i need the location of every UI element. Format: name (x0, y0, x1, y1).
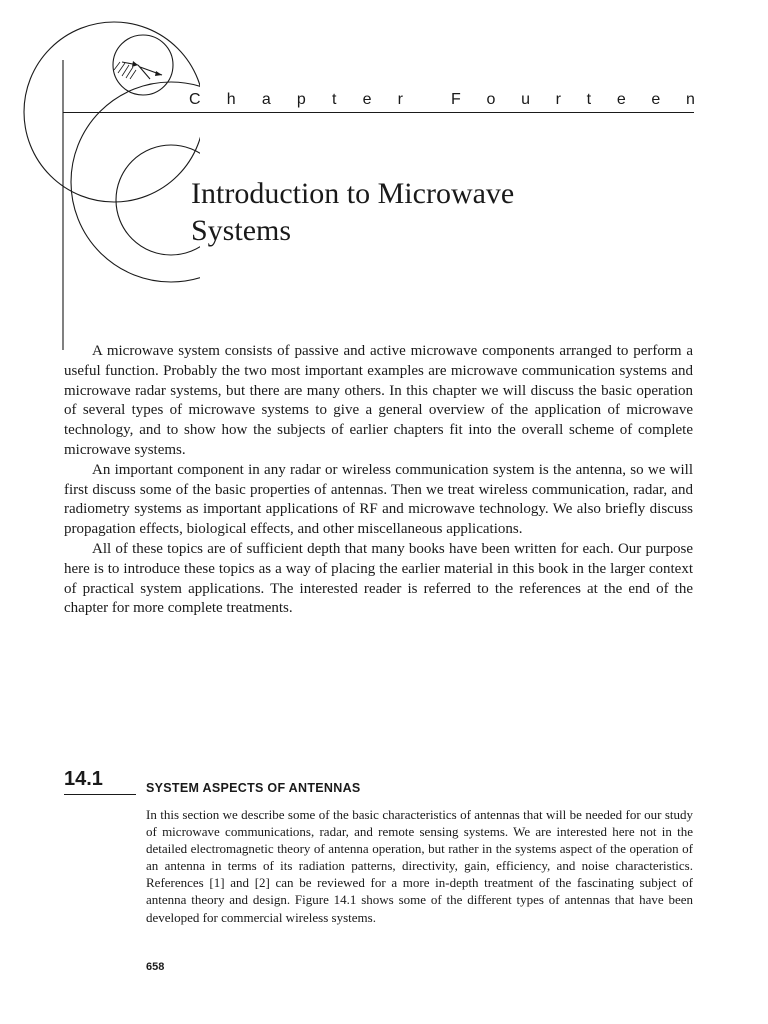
section-number: 14.1 (64, 767, 136, 795)
intro-text (64, 342, 693, 619)
section-title: SYSTEM ASPECTS OF ANTENNAS (146, 781, 361, 795)
section-body (146, 806, 693, 926)
lower-arc-circle (116, 145, 200, 255)
intro-paragraph-3: All of these topics are of sufficient depth that many books have been written for each. Our purpose here is to introduce these topics as a way of placing the earlier material in this book in the larger context of practical system applications. The interested reader is referred to the references at the end of the chapter for more complete treatments. (64, 540, 693, 617)
chapter-title-line-1: Introduction to Microwave (191, 177, 515, 210)
chapter-label-word-1: C h a p t e r (189, 91, 403, 108)
page-number: 658 (146, 961, 165, 973)
section-paragraph: In this section we describe some of the basic characteristics of antennas that will be needed for our study of microwave communications, radar, and remote sensing systems. We are interested here not in the detailed electromagnetic theory of antenna operation, but rather in the systems aspect of the operation of an antenna in terms of its radiation patterns, directivity, gain, efficiency, and noise characteristics. References [1] and [2] can be reviewed for a more in-depth treatment of the fascinating subject of antenna theory and design. Figure 14.1 shows some of the different types of antennas that have been developed for commercial wireless systems. (146, 807, 693, 925)
chapter-label-word-2: F o u r t e e n (451, 91, 695, 108)
chapter-title-line-2: Systems (191, 214, 292, 247)
chapter-rule (63, 112, 694, 113)
chapter-label (189, 91, 695, 109)
intro-paragraph-1: A microwave system consists of passive and active microwave components arranged to perform a useful function. Probably the two most important examples are microwave communication systems and microwave radar systems, but there are many others. In this chapter we will discuss the basic operation of several types of microwave systems to give a general overview of the application of microwave technology, and to show how the subjects of earlier chapters fit into the overall scheme of complete microwave systems. (64, 343, 693, 458)
chapter-title (191, 175, 691, 249)
chapter-logo-graphic (0, 0, 200, 360)
intro-paragraph-2: An important component in any radar or wireless communication system is the antenna, so we will first discuss some of the basic properties of antennas. Then we treat wireless communication, radar, and radiometry systems as important applications of RF and microwave technology. We also briefly discuss propagation effects, biological effects, and other miscellaneous applications. (64, 461, 693, 538)
